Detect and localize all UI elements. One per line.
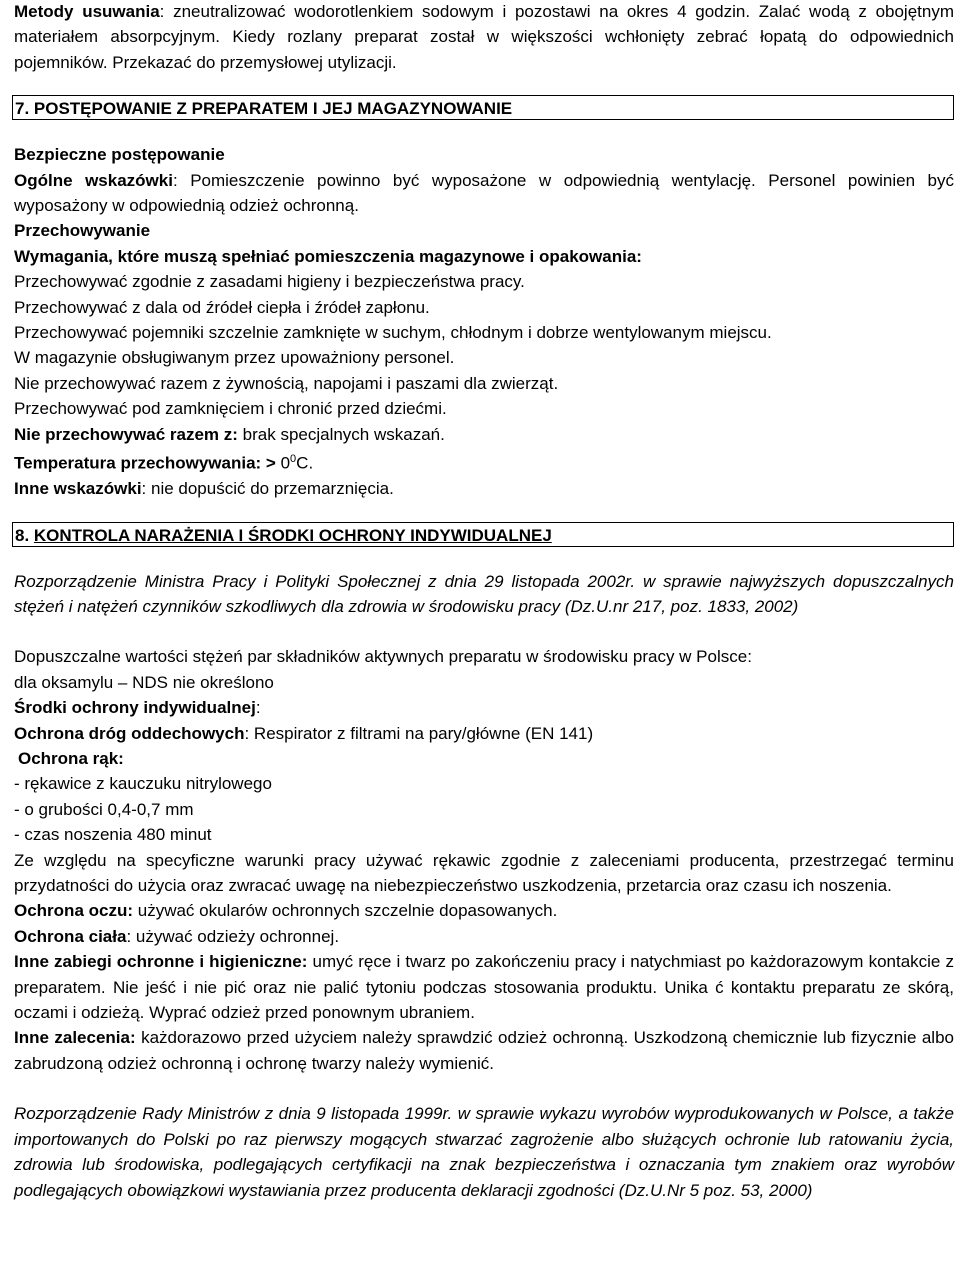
other-recommendations-text: każdorazowo przed użyciem należy sprawdzić odzież ochronną. Uszkodzoną chemicznie lub fizycznie albo zabrudzoną odzież ochronną i ochronę twarzy należy wymienić.: [14, 1028, 954, 1073]
ppe-label: Środki ochrony indywidualnej: [14, 698, 256, 718]
hand-protection-item-3: - czas noszenia 480 minut: [14, 825, 212, 845]
respiratory-protection-label: Ochrona dróg oddechowych: [14, 723, 245, 743]
storage-line-4: W magazynie obsługiwanym przez upoważniony personel.: [14, 348, 455, 368]
other-recommendations-label: Inne zalecenia:: [14, 1028, 136, 1048]
storage-line-6: Przechowywać pod zamknięciem i chronić przed dziećmi.: [14, 399, 447, 419]
eye-protection: [14, 898, 954, 923]
section-8-title: KONTROLA NARAŻENIA I ŚRODKI OCHRONY INDYWIDUALNEJ: [33, 525, 552, 545]
storage-line-3: Przechowywać pojemniki szczelnie zamknięte w suchym, chłodnym i dobrze wentylowanym miejscu.: [14, 323, 772, 343]
not-store-together: [14, 422, 954, 447]
ppe-colon: :: [255, 698, 261, 718]
ppe-heading: [14, 695, 954, 720]
general-guidance-text: : Pomieszczenie powinno być wyposażone w odpowiednią wentylację. Personel powinien być wyposażony w odpowiednią odzież ochronną.: [14, 170, 954, 216]
storage-heading: Przechowywanie: [14, 221, 151, 241]
safe-handling-heading: Bezpieczne postępowanie: [14, 145, 225, 165]
general-guidance: [14, 168, 954, 219]
hand-protection-heading: Ochrona rąk:: [18, 749, 124, 768]
hygiene-measures-label: Inne zabiegi ochronne i higieniczne:: [14, 952, 308, 972]
eye-protection-label: Ochrona oczu:: [14, 901, 134, 921]
storage-line-5: Nie przechowywać razem z żywnością, napojami i paszami dla zwierząt.: [14, 373, 559, 393]
section-7-header: 7. POSTĘPOWANIE Z PREPARATEM I JEJ MAGAZYNOWANIE: [12, 95, 954, 120]
regulation-ministry-labour: Rozporządzenie Ministra Pracy i Polityki Społecznej z dnia 29 listopada 2002r. w sprawie najwyższych dopuszczalnych stężeń i natężeń czynników szkodliwych dla zdrowia w środowisku pracy (Dz.U.nr 217, poz. 1833, 2002): [14, 571, 954, 616]
allowed-concentrations: Dopuszczalne wartości stężeń par składników aktywnych preparatu w środowisku pracy w Polsce:: [14, 647, 752, 667]
storage-line-2: Przechowywać z dala od źródeł ciepła i źródeł zapłonu.: [14, 297, 430, 317]
disposal-methods: [14, 0, 954, 75]
other-guidance: [14, 476, 954, 501]
hygiene-measures: [14, 949, 954, 1025]
hand-protection-note: Ze względu na specyficzne warunki pracy używać rękawic zgodnie z zaleceniami producenta, przestrzegać terminu przydatności do użycia oraz zwracać uwagę na niebezpieczeństwo uszkodzenia, przetarcia oraz czasu ich noszenia.: [14, 850, 954, 896]
document-page: [14, 0, 954, 1203]
regulation-council-ministers: Rozporządzenie Rady Ministrów z dnia 9 listopada 1999r. w sprawie wykazu wyrobów wyprodukowanych w Polsce, a także importowanych do Polski po raz pierwszy mogących stwarzać zagrożenie albo służących ochronie lub ratowaniu życia, zdrowia lub środowiska, podlegających certyfikacji na znak bezpieczeństwa i oznaczania tym znakiem oraz wyrobów podlegających obowiązkowi wystawiania przez producenta deklaracji zgodności (Dz.U.Nr 5 poz. 53, 2000): [14, 1104, 954, 1200]
not-store-together-text: brak specjalnych wskazań.: [237, 424, 445, 444]
section-8-number: 8.: [15, 525, 34, 545]
storage-temperature: [14, 447, 954, 476]
general-guidance-label: Ogólne wskazówki: [14, 170, 173, 190]
disposal-methods-label: Metody usuwania: [14, 2, 160, 21]
oksamyl-nds: dla oksamylu – NDS nie określono: [14, 672, 274, 692]
hand-protection-item-1: - rękawice z kauczuku nitrylowego: [14, 774, 272, 794]
disposal-methods-text: : zneutralizować wodorotlenkiem sodowym i pozostawi na okres 4 godzin. Zalać wodą z obojętnym materiałem absorpcyjnym. Kiedy rozlany preparat został w większości wchłonięty zebrać łopatą do odpowiednich pojemników. Przekazać do przemysłowej utylizacji.: [14, 2, 955, 72]
eye-protection-text: używać okularów ochronnych szczelnie dopasowanych.: [133, 901, 558, 921]
respiratory-protection-text: : Respirator z filtrami na pary/główne (EN 141): [244, 723, 594, 743]
storage-temperature-degree: 0: [290, 453, 297, 466]
hand-protection-item-2: - o grubości 0,4-0,7 mm: [14, 799, 194, 819]
other-recommendations: [14, 1025, 954, 1076]
body-protection-text: : używać odzieży ochronnej.: [126, 926, 340, 946]
other-guidance-label: Inne wskazówki: [14, 479, 142, 499]
section-8-header: [12, 522, 954, 547]
storage-temperature-value: 0: [275, 453, 291, 473]
respiratory-protection: [14, 721, 954, 746]
storage-temperature-unit: C.: [296, 453, 314, 473]
body-protection: [14, 924, 954, 949]
storage-requirements: Wymagania, które muszą spełniać pomieszczenia magazynowe i opakowania:: [14, 246, 642, 266]
hygiene-measures-text: umyć ręce i twarz po zakończeniu pracy i natychmiast po każdorazowym kontakcie z preparatem. Nie jeść i nie pić oraz nie palić tytoniu podczas stosowania produktu. Unika ć kontaktu preparatu ze skórą, oczami i odzieżą. Wyprać odzież przed ponownym ubraniem.: [14, 952, 954, 1023]
storage-temperature-label: Temperatura przechowywania: >: [14, 453, 276, 473]
other-guidance-text: : nie dopuścić do przemarznięcia.: [141, 479, 394, 499]
body-protection-label: Ochrona ciała: [14, 926, 127, 946]
not-store-together-label: Nie przechowywać razem z:: [14, 424, 238, 444]
storage-line-1: Przechowywać zgodnie z zasadami higieny i bezpieczeństwa pracy.: [14, 272, 525, 292]
